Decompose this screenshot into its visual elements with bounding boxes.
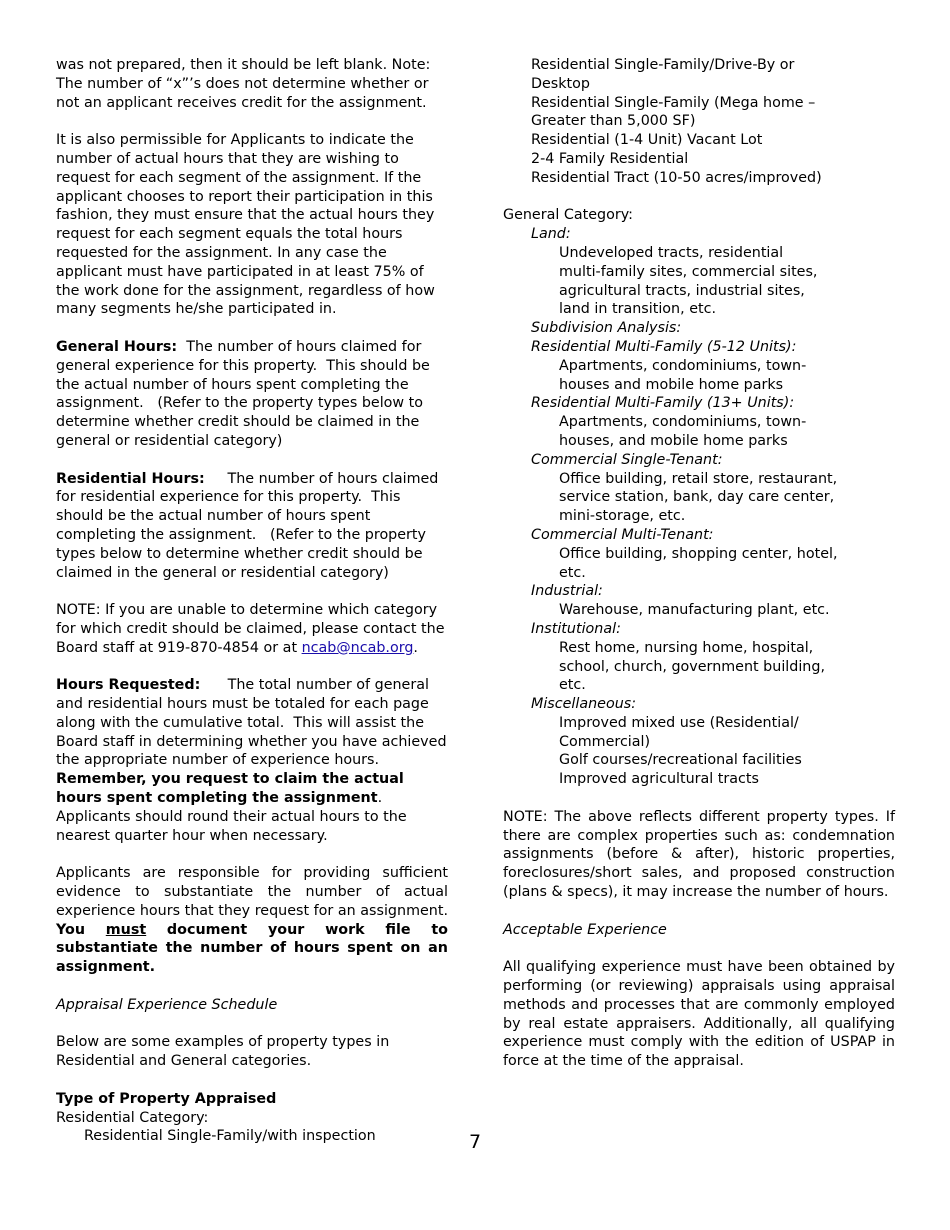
general-hours-text: The number of hours claimed for general experience for this property. This should be the actual number of hours spent completing the assignment. (Refer to the property types below to determine whether credit should be claimed in the general or residential category) (56, 338, 435, 449)
institutional-desc: school, church, government building, (559, 658, 825, 675)
acceptable-experience-heading-text: Acceptable Experience (503, 921, 667, 938)
institutional-label (503, 620, 895, 639)
paragraph-general-hours (56, 338, 448, 451)
commercial-single-desc: service station, bank, day care center, (559, 489, 835, 506)
applicants-text: Applicants are responsible for providing sufficient evidence to substantiate the number of actual experience hours that they request for an assignment. (56, 865, 448, 919)
paragraph-examples: Below are some examples of property types in Residential and General categories. (56, 1034, 390, 1070)
residential-items-list (503, 56, 895, 188)
rmf-small-desc: Apartments, condominiums, town- (559, 357, 807, 374)
note-contact-text: NOTE: If you are unable to determine which category for which credit should be claimed, please contact the Board staff at 919-870-4854 or at (56, 602, 445, 656)
land-label (503, 225, 895, 244)
residential-item: Residential Tract (10-50 acres/improved) (531, 169, 822, 186)
rmf-large-label-text: Residential Multi-Family (13+ Units): (531, 395, 795, 412)
miscellaneous-desc: Commercial) (559, 733, 651, 750)
rmf-large-label (503, 394, 895, 413)
paragraph-blank-note: was not prepared, then it should be left blank. Note: The number of “x”’s does not determine whether or not an applicant receives credit for the assignment. (56, 57, 431, 111)
land-desc: Undeveloped tracts, residential (559, 244, 784, 261)
paragraph-complex-properties-note: NOTE: The above reflects different property types. If there are complex properties such as: condemnation assignments (before & after), historic properties, foreclosures/short sales, and proposed construction (plans & specs), it may increase the number of hours. (503, 808, 895, 901)
hours-requested-end: . Applicants should round their actual hours to the nearest quarter hour when necessary. (56, 790, 407, 844)
paragraph-segment-hours: It is also permissible for Applicants to indicate the number of actual hours that they are wishing to request for each segment of the assignment. If the applicant chooses to report their participation in this fashion, they must ensure that the actual hours they request for each segment equals the total hours requested for the assignment. In any case the applicant must have participated in at least 75% of the work done for the assignment, regardless of how many segments he/she participated in. (56, 132, 435, 318)
residential-item: Desktop (531, 75, 590, 92)
paragraph-acceptable-experience: All qualifying experience must have been obtained by performing (or reviewing) appraisals using appraisal methods and processes that are commonly employed by real estate appraisers. Additionally, all qualifying experience must comply with the edition of USPAP in force at the time of the appraisal. (503, 959, 895, 1070)
schedule-heading-text: Appraisal Experience Schedule (56, 996, 278, 1013)
paragraph-residential-hours (56, 470, 448, 583)
land-desc: agricultural tracts, industrial sites, (559, 282, 805, 299)
hours-requested-label: Hours Requested: (56, 677, 201, 694)
industrial-label (503, 582, 895, 601)
miscellaneous-desc: Improved agricultural tracts (559, 771, 759, 788)
acceptable-experience-heading (503, 921, 895, 940)
hours-requested-bold: Remember, you request to claim the actual hours spent completing the assignment (56, 771, 404, 807)
institutional-desc: etc. (559, 677, 586, 694)
institutional-label-text: Institutional: (531, 620, 621, 637)
general-hours-label: General Hours: (56, 338, 178, 355)
applicants-bold-rest: document your work file to substantiate the number of hours spent on an assignment. (56, 921, 448, 976)
residential-item: Residential Single-Family (Mega home – (531, 94, 816, 111)
commercial-single-desc: mini-storage, etc. (559, 508, 686, 525)
commercial-multi-desc: Office building, shopping center, hotel, (559, 545, 838, 562)
commercial-multi-desc: etc. (559, 564, 586, 581)
paragraph-applicants-evidence (56, 864, 448, 977)
rmf-large-desc: Apartments, condominiums, town- (559, 414, 807, 431)
schedule-heading (56, 996, 448, 1015)
left-column (56, 56, 452, 1146)
miscellaneous-desc: Improved mixed use (Residential/ (559, 714, 799, 731)
land-desc: multi-family sites, commercial sites, (559, 263, 818, 280)
residential-hours-text: The number of hours claimed for residential experience for this property. This should be the actual number of hours spent completing the assignment. (Refer to the property types below to determine whether credit should be claimed in the general or residential category) (56, 470, 443, 581)
hours-requested-text: The total number of general and residential hours must be totaled for each page along with the cumulative total. This will assist the Board staff in determining whether you have achieved the appropriate number of experience hours. (56, 677, 452, 769)
land-label-text: Land: (531, 226, 571, 243)
miscellaneous-label (503, 695, 895, 714)
commercial-multi-label-text: Commercial Multi-Tenant: (531, 526, 714, 543)
page-number: 7 (468, 1131, 482, 1153)
residential-category-label: Residential Category: (56, 1109, 209, 1126)
residential-item: 2-4 Family Residential (531, 150, 689, 167)
rmf-small-label (503, 338, 895, 357)
miscellaneous-label-text: Miscellaneous: (531, 696, 637, 713)
note-contact-end: . (413, 639, 418, 656)
commercial-single-label (503, 451, 895, 470)
industrial-desc: Warehouse, manufacturing plant, etc. (559, 602, 830, 619)
residential-item: Residential (1-4 Unit) Vacant Lot (531, 132, 763, 149)
general-category-label: General Category: (503, 207, 633, 224)
paragraph-note-contact (56, 601, 448, 657)
commercial-multi-label (503, 526, 895, 545)
commercial-single-desc: Office building, retail store, restaurant, (559, 470, 838, 487)
subdivision-label-text: Subdivision Analysis: (531, 320, 682, 337)
paragraph-hours-requested (56, 676, 452, 845)
rmf-small-desc: houses and mobile home parks (559, 376, 784, 393)
type-heading-text: Type of Property Appraised (56, 1090, 277, 1107)
residential-item: Residential Single-Family/with inspection (84, 1128, 376, 1145)
applicants-bold-must: must (105, 921, 147, 938)
residential-hours-label: Residential Hours: (56, 470, 205, 487)
subdivision-label (503, 319, 895, 338)
industrial-label-text: Industrial: (531, 583, 603, 600)
rmf-small-label-text: Residential Multi-Family (5-12 Units): (531, 338, 797, 355)
residential-item: Residential Single-Family/Drive-By or (531, 57, 795, 73)
land-desc: land in transition, etc. (559, 301, 717, 318)
rmf-large-desc: houses, and mobile home parks (559, 432, 788, 449)
residential-item: Greater than 5,000 SF) (531, 113, 696, 130)
general-category-block (503, 206, 895, 789)
institutional-desc: Rest home, nursing home, hospital, (559, 639, 814, 656)
type-heading (56, 1090, 448, 1109)
email-link[interactable]: ncab@ncab.org (301, 639, 414, 656)
commercial-single-label-text: Commercial Single-Tenant: (531, 451, 723, 468)
right-column (503, 56, 895, 1090)
miscellaneous-desc: Golf courses/recreational facilities (559, 752, 802, 769)
applicants-bold-you: You (56, 921, 106, 938)
